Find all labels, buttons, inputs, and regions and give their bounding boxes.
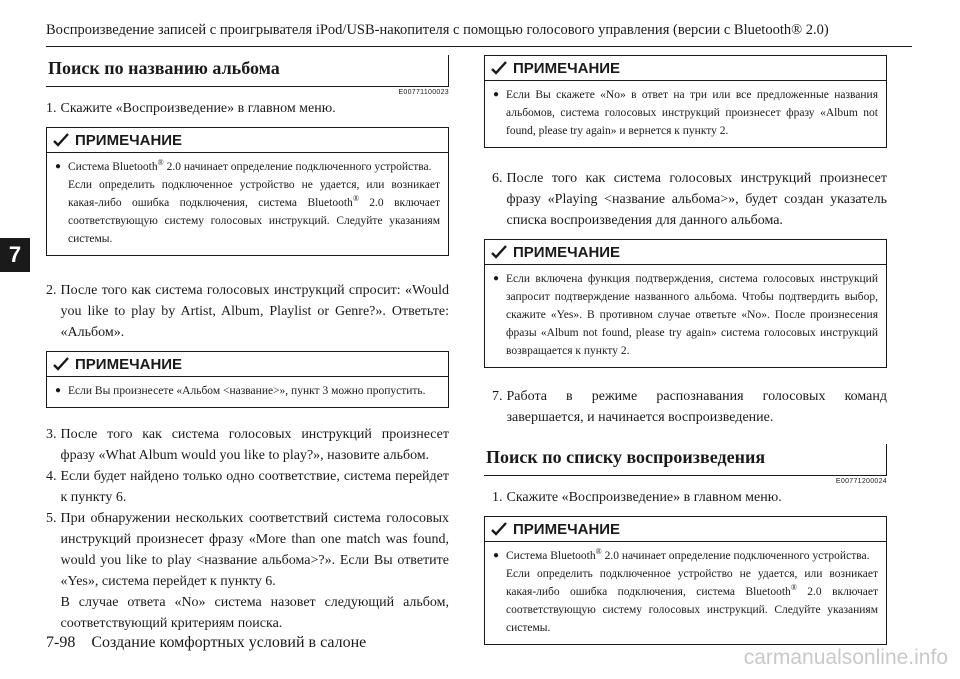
page-header: Воспроизведение записей с проигрывателя iPod/USB-накопителя с помощью голосового управления (версии с Bluetooth® 2.0) xyxy=(46,22,829,38)
pencil-check-icon xyxy=(53,357,69,371)
step-2: 2. После того как система голосовых инструкций спросит: «Would you like to play by Artist, Album, Playlist or Genre?». Ответьте: «Альбом». xyxy=(46,283,449,340)
step-5: 5. При обнаружении нескольких соответствий система голосовых инструкций произнесет фразу «More than one match was found, would you like to play <название альбома>?». Если Вы ответите «Yes», система перейдет к пункту 6. В случае ответа «No» система назовет следующий альбом, соответствующий критериям поиска. xyxy=(46,511,449,631)
pencil-check-icon xyxy=(491,61,507,75)
bullet-icon: ● xyxy=(493,89,500,100)
bullet-icon: ● xyxy=(55,161,62,172)
note-box: ПРИМЕЧАНИЕ ● Система Bluetooth® 2.0 начинает определение подключенного устройства. Если определить подключенное устройство не удается, или возникает какая-либо ошибка подключения, система Bluetooth® 2.0 включает соответствующую систему голосовых инструкций. Следуйте указаниям системы. xyxy=(46,127,449,256)
page-number: 7-98 xyxy=(46,634,76,651)
step-7: 7. Работа в режиме распознавания голосовых команд завершается, и начинается воспроизведение. xyxy=(492,389,887,425)
step-4: 4. Если будет найдено только одно соответствие, система перейдет к пункту 6. xyxy=(46,469,449,505)
note-header xyxy=(485,240,886,265)
right-column xyxy=(484,55,887,645)
note-box: ПРИМЕЧАНИЕ ● Если Вы произнесете «Альбом <название>», пункт 3 можно пропустить. xyxy=(46,351,449,408)
step-3: 3. После того как система голосовых инструкций произнесет фразу «What Album would you like to play?», назовите альбом. xyxy=(46,427,449,463)
note-header xyxy=(47,352,448,377)
note-label: ПРИМЕЧАНИЕ xyxy=(513,243,621,261)
pencil-check-icon xyxy=(53,133,69,147)
pencil-check-icon xyxy=(491,522,507,536)
step-1: 1. Скажите «Воспроизведение» в главном меню. xyxy=(46,101,336,116)
pencil-check-icon xyxy=(491,245,507,259)
chapter-title: Создание комфортных условий в салоне xyxy=(91,634,367,651)
section-title-playlist: Поиск по списку воспроизведения xyxy=(484,444,887,476)
watermark: carmanualsonline.info xyxy=(743,646,948,669)
note-box: ПРИМЕЧАНИЕ ● Система Bluetooth® 2.0 начинает определение подключенного устройства. Если определить подключенное устройство не удается, или возникает какая-либо ошибка подключения, система Bluetooth® 2.0 включает соответствующую систему голосовых инструкций. Следуйте указаниям системы. xyxy=(484,516,887,645)
section-code: E00771200024 xyxy=(835,478,887,485)
note-box: ПРИМЕЧАНИЕ ● Если Вы скажете «No» в ответ на три или все предложенные названия альбомов, система голосовых инструкций произнесет фразу «Album not found, please try again» и вернется к пункту 2. xyxy=(484,55,887,148)
step-1: 1. Скажите «Воспроизведение» в главном меню. xyxy=(492,490,782,505)
note-header xyxy=(485,517,886,542)
section-title-album: Поиск по названию альбома xyxy=(46,55,449,87)
note-header xyxy=(47,128,448,153)
header-rule xyxy=(46,46,912,47)
note-box: ПРИМЕЧАНИЕ ● Если включена функция подтверждения, система голосовых инструкций запросит подтверждение названного альбома. Чтобы подтвердить выбор, скажите «Yes». В противном случае ответьте «No». После произнесения фразы «Album not found, please try again» система голосовых инструкций возвращается к пункту 2. xyxy=(484,239,887,368)
chapter-tab: 7 xyxy=(0,238,30,272)
note-header xyxy=(485,56,886,81)
bullet-icon: ● xyxy=(55,385,62,396)
bullet-icon: ● xyxy=(493,550,500,561)
page-footer xyxy=(46,634,366,652)
note-label: ПРИМЕЧАНИЕ xyxy=(75,355,183,373)
bullet-icon: ● xyxy=(493,273,500,284)
step-6: 6. После того как система голосовых инструкций произнесет фразу «Playing <название альбома>», будет создан указатель списка воспроизведения для данного альбома. xyxy=(492,171,887,228)
note-label: ПРИМЕЧАНИЕ xyxy=(513,520,621,538)
section-code: E00771100023 xyxy=(398,89,449,96)
note-label: ПРИМЕЧАНИЕ xyxy=(513,59,621,77)
note-label: ПРИМЕЧАНИЕ xyxy=(75,131,183,149)
left-column xyxy=(46,55,449,634)
